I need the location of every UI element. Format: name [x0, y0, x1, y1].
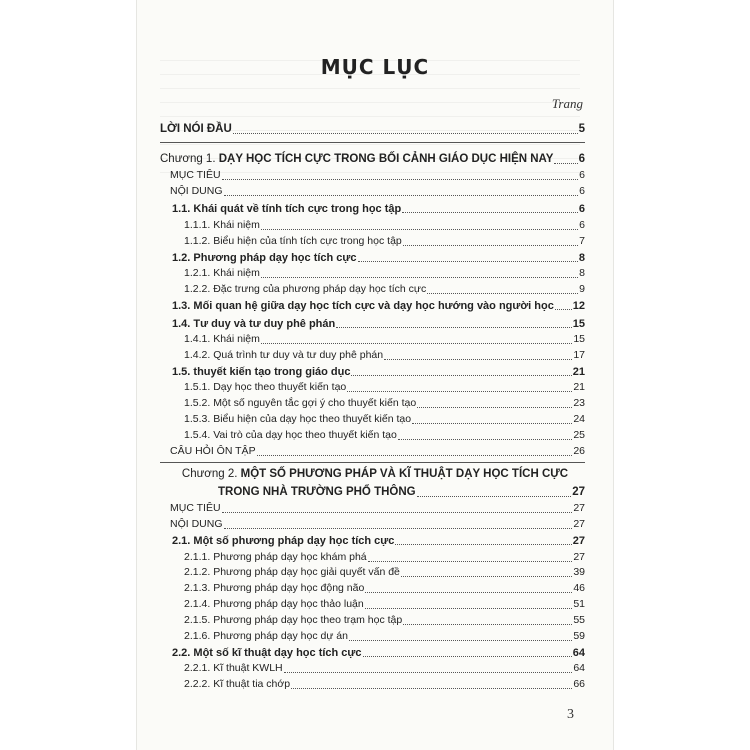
toc-entry-page: 24: [573, 413, 585, 426]
toc-entry-label: 2.1.1. Phương pháp dạy học khám phá: [184, 551, 367, 564]
toc-entry-label: 1.1.1. Khái niệm: [184, 219, 260, 232]
toc-entry-label: 1.5.4. Vai trò của dạy học theo thuyết kiến tạo: [184, 429, 397, 442]
toc-entry-label: 1.4.2. Quá trình tư duy và tư duy phê phán: [184, 349, 384, 362]
toc-entry-chapter-1: [160, 153, 585, 166]
toc-entry-label: 1.2. Phương pháp dạy học tích cực: [172, 252, 357, 264]
leader-dots: [363, 647, 572, 657]
section-divider: [160, 462, 585, 463]
leader-dots: [261, 334, 572, 344]
toc-entry-label: 2.1. Một số phương pháp dạy học tích cực: [172, 535, 395, 547]
leader-dots: [365, 599, 573, 609]
leader-dots: [224, 186, 579, 196]
toc-entry-section: [172, 366, 585, 378]
toc-entry-page: 6: [579, 219, 585, 232]
toc-entry-subsection: [184, 382, 585, 394]
leader-dots: [398, 430, 572, 440]
toc-entry-subsection: [184, 583, 585, 595]
toc-entry-label: 1.5.3. Biểu hiện của dạy học theo thuyết kiến tạo: [184, 413, 412, 426]
toc-entry-subsection: [184, 430, 585, 442]
leader-dots: [261, 220, 578, 230]
toc-entry-page: 64: [573, 662, 585, 675]
toc-entry-subsection: [184, 220, 585, 232]
toc-entry-label: 1.3. Mối quan hệ giữa dạy học tích cực và dạy học hướng vào người học: [172, 300, 554, 312]
toc-entry-label: 1.1. Khái quát về tính tích cực trong học tập: [172, 203, 402, 215]
toc-entry-subsection: [184, 631, 585, 643]
leader-dots: [384, 350, 572, 360]
toc-entry-page: 6: [579, 169, 585, 182]
toc-entry-page: 21: [573, 381, 585, 394]
toc-entry-subsection: [184, 268, 585, 280]
toc-entry-label: 1.1.2. Biểu hiện của tính tích cực trong học tập: [184, 235, 402, 248]
toc-entry-page: 26: [573, 445, 585, 458]
toc-entry-page: 6: [578, 153, 585, 165]
toc-entry-label: MỤC TIÊU: [170, 169, 221, 182]
chapter-prefix: Chương 2.: [181, 468, 241, 480]
toc-entry-subsection: [184, 552, 585, 564]
toc-entry-page: 8: [579, 267, 585, 280]
leader-dots: [349, 631, 572, 641]
toc-entry-content: [170, 519, 585, 531]
toc-entry-page: 27: [572, 486, 585, 498]
leader-dots: [368, 552, 573, 562]
toc-entry-label: NỘI DUNG: [170, 518, 223, 531]
toc-entry-preface: [160, 123, 585, 136]
leader-dots: [222, 503, 573, 513]
leader-dots: [365, 583, 572, 593]
toc-entry-page: 5: [578, 123, 585, 135]
toc-entry-subsection: [184, 414, 585, 426]
toc-entry-subsection: [184, 615, 585, 627]
toc-entry-label: 2.2. Một số kĩ thuật dạy học tích cực: [172, 647, 362, 659]
page-column-header: Trang: [551, 96, 583, 111]
toc-entry-label: 1.4. Tư duy và tư duy phê phán: [172, 318, 336, 330]
toc-entry-label: MỤC TIÊU: [170, 502, 221, 515]
leader-dots: [555, 300, 572, 310]
toc-entry-objectives: [170, 503, 585, 515]
toc-entry-page: 6: [579, 185, 585, 198]
leader-dots: [261, 268, 578, 278]
toc-entry-section: [172, 647, 585, 659]
toc-entry-page: 8: [578, 252, 585, 264]
toc-entry-page: 27: [573, 551, 585, 564]
toc-entry-label: 1.5.1. Dạy học theo thuyết kiến tạo: [184, 381, 347, 394]
toc-entry-subsection: [184, 334, 585, 346]
toc-entry-label: 2.1.2. Phương pháp dạy học giải quyết vấn đề: [184, 566, 400, 579]
toc-entry-label: NỘI DUNG: [170, 185, 223, 198]
toc-entry-label: 1.4.1. Khái niệm: [184, 333, 260, 346]
toc-entry-label: 1.2.2. Đặc trưng của phương pháp dạy học tích cực: [184, 283, 427, 296]
toc-entry-page: 17: [573, 349, 585, 362]
toc-entry-label: 2.1.5. Phương pháp dạy học theo trạm học tập: [184, 614, 403, 627]
toc-entry-page: 59: [573, 630, 585, 643]
toc-entry-label: LỜI NÓI ĐẦU: [160, 123, 232, 135]
toc-entry-page: 55: [573, 614, 585, 627]
leader-dots: [412, 414, 572, 424]
page-number: 3: [567, 707, 574, 722]
toc-entry-label: 1.5.2. Một số nguyên tắc gợi ý cho thuyết kiến tạo: [184, 397, 417, 410]
toc-entry-page: 6: [578, 203, 585, 215]
toc-entry-page: 66: [573, 678, 585, 691]
leader-dots: [417, 487, 572, 497]
leader-dots: [222, 170, 579, 180]
toc-entry-label: 2.1.6. Phương pháp dạy học dự án: [184, 630, 348, 643]
toc-entry-page: 23: [573, 397, 585, 410]
leader-dots: [402, 203, 578, 213]
leader-dots: [403, 236, 578, 246]
toc-entry-page: 39: [573, 566, 585, 579]
toc-entry-section: [172, 318, 585, 330]
section-divider: [160, 142, 585, 143]
toc-entry-subsection: [184, 663, 585, 675]
leader-dots: [427, 284, 578, 294]
toc-entry-section: [172, 300, 585, 312]
toc-entry-page: 15: [573, 333, 585, 346]
leader-dots: [336, 318, 572, 328]
toc-entry-page: 51: [573, 598, 585, 611]
toc-entry-content: [170, 186, 585, 198]
toc-entry-label: Chương 1. DẠY HỌC TÍCH CỰC TRONG BỐI CẢNH GIÁO DỤC HIỆN NAY: [160, 153, 554, 165]
toc-entry-subsection: [184, 679, 585, 691]
toc-entry-label: 2.1.4. Phương pháp dạy học thảo luận: [184, 598, 364, 611]
leader-dots: [257, 446, 573, 456]
toc-entry-page: 15: [572, 318, 585, 330]
toc-entry-subsection: [184, 567, 585, 579]
toc-entry-subsection: [184, 398, 585, 410]
leader-dots: [284, 663, 573, 673]
toc-entry-label: 2.2.2. Kĩ thuật tia chớp: [184, 678, 291, 691]
toc-entry-section: [172, 535, 585, 547]
toc-entry-subsection: [184, 599, 585, 611]
toc-entry-label: 2.2.1. Kĩ thuật KWLH: [184, 662, 283, 675]
toc-entry-page: 27: [573, 518, 585, 531]
leader-dots: [347, 382, 572, 392]
toc-entry-page: 27: [572, 535, 585, 547]
toc-entry-page: 12: [572, 300, 585, 312]
toc-entry-page: 27: [573, 502, 585, 515]
toc-entry-review-questions: [170, 446, 585, 458]
leader-dots: [417, 398, 572, 408]
toc-entry-page: 25: [573, 429, 585, 442]
toc-entry-subsection: [184, 284, 585, 296]
toc-entry-objectives: [170, 170, 585, 182]
toc-entry-label: 1.5. thuyết kiến tạo trong giáo dục: [172, 366, 351, 378]
toc-entry-chapter-2: [218, 486, 585, 499]
leader-dots: [395, 535, 571, 545]
leader-dots: [401, 567, 572, 577]
leader-dots: [351, 366, 571, 376]
toc-entry-chapter-2-line1: [0, 468, 750, 480]
leader-dots: [224, 519, 573, 529]
toc-entry-label: 1.2.1. Khái niệm: [184, 267, 260, 280]
toc-entry-page: 64: [572, 647, 585, 659]
leader-dots: [358, 252, 578, 262]
page-title: MỤC LỤC: [320, 55, 430, 79]
toc-entry-label: 2.1.3. Phương pháp dạy học động não: [184, 582, 365, 595]
toc-entry-page: 46: [573, 582, 585, 595]
toc-entry-label: TRONG NHÀ TRƯỜNG PHỔ THÔNG: [218, 486, 416, 498]
toc-entry-subsection: [184, 236, 585, 248]
toc-entry-page: 7: [579, 235, 585, 248]
leader-dots: [554, 154, 577, 164]
leader-dots: [233, 124, 578, 134]
leader-dots: [291, 679, 572, 689]
chapter-title: MỘT SỐ PHƯƠNG PHÁP VÀ KĨ THUẬT DẠY HỌC TÍCH CỰC: [240, 468, 569, 480]
toc-entry-page: 9: [579, 283, 585, 296]
toc-entry-section: [172, 252, 585, 264]
leader-dots: [403, 615, 572, 625]
toc-entry-page: 21: [572, 366, 585, 378]
toc-entry-subsection: [184, 350, 585, 362]
toc-entry-label: CÂU HỎI ÔN TẬP: [170, 445, 256, 458]
toc-entry-section: [172, 203, 585, 215]
